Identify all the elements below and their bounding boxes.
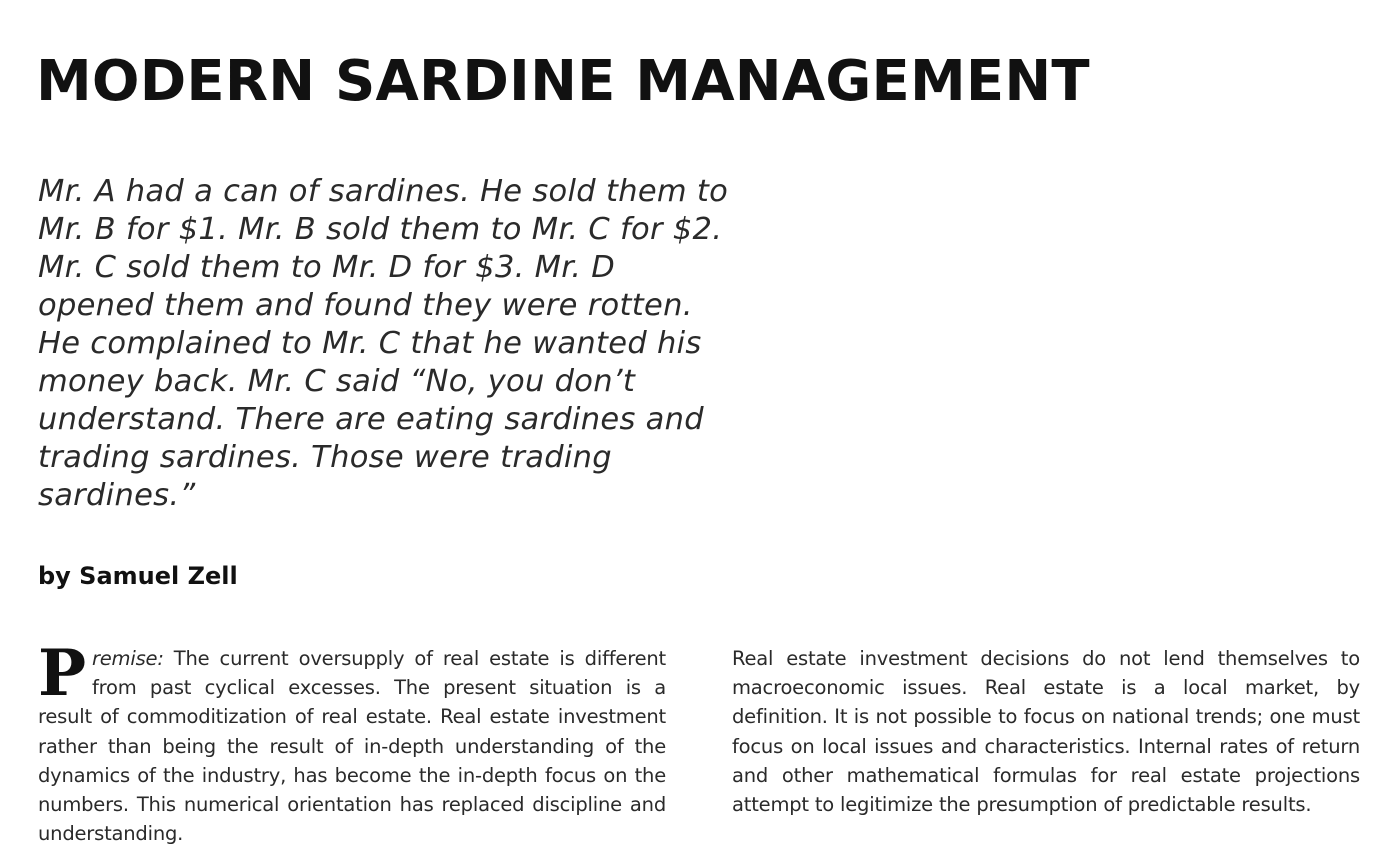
premise-label: remise: [91, 647, 164, 670]
left-column-text: The current oversupply of real estate is different from past cyclical excesses. The present situation is a result of commoditization of real estate. Real estate investment rather than being the result of in-depth understanding of the dynamics of the industry, has become the in-depth focus on the numbers. This numerical orientation has replaced discipline and understanding. [38, 647, 666, 846]
epigraph-quote: Mr. A had a can of sardines. He sold them to Mr. B for $1. Mr. B sold them to Mr. C for $2. Mr. C sold them to Mr. D for $3. Mr. D opened them and found they were rotten. He complained to Mr. C that he wanted his money back. Mr. C said “No, you don’t understand. There are eating sardines and trading sardines. Those were trading sardines.” [38, 174, 729, 513]
article-title: MODERN SARDINE MANAGEMENT [36, 49, 1090, 114]
byline: by Samuel Zell [38, 562, 238, 590]
drop-cap: P [38, 636, 86, 711]
body-column-left [38, 636, 666, 848]
right-column-text: Real estate investment decisions do not lend themselves to macroeconomic issues. Real estate is a local market, by definition. It is not possible to focus on national trends; one must focus on local issues and characteristics. Internal rates of return and other mathematical formulas for real estate projections attempt to legitimize the presumption of predictable results. [732, 647, 1360, 817]
body-column-right [732, 644, 1360, 819]
